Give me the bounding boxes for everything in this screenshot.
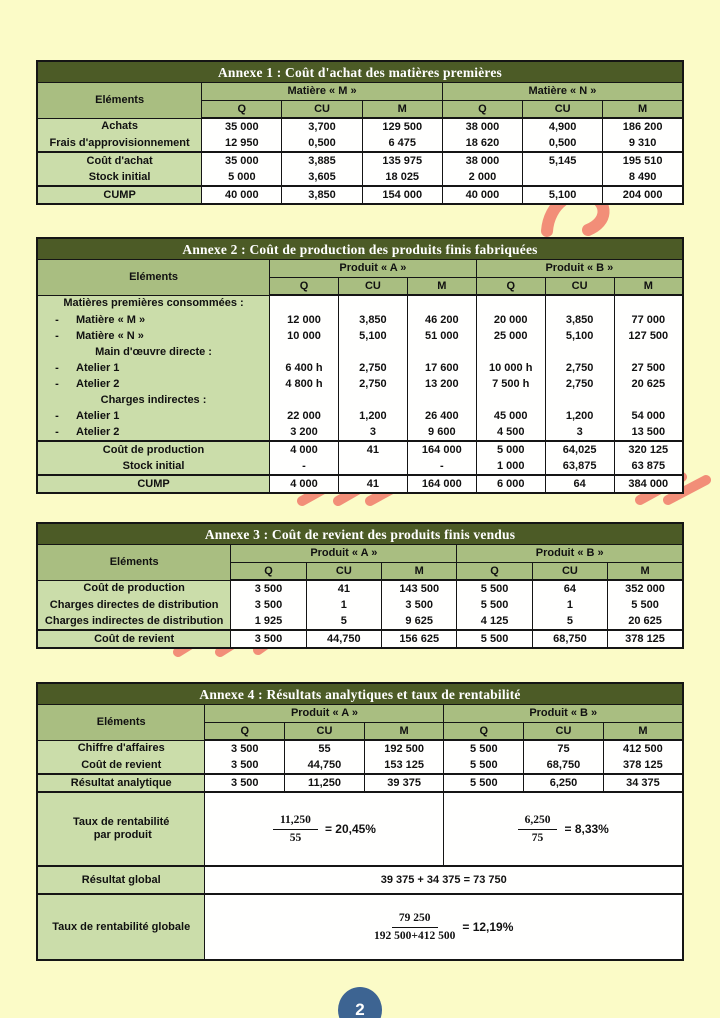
cell: 13 200 [407,376,476,392]
cell: 26 400 [407,408,476,424]
cell: 5 500 [444,774,524,792]
cell: 10 000 [270,328,339,344]
cell: 18 025 [362,169,442,186]
table-row [37,360,683,376]
cell: 195 510 [603,152,683,169]
bullet: - [55,377,59,390]
row-label: Main d'œuvre directe : [37,344,270,360]
cell: 412 500 [603,740,683,757]
fraction-denominator: 55 [289,831,302,844]
cell: 5,100 [338,328,407,344]
row-label [37,328,270,344]
cell: 3 500 [231,597,306,613]
table-title: Annexe 4 : Résultats analytiques et taux de rentabilité [37,683,683,705]
annexe-2-section [36,237,684,494]
table-row [37,408,683,424]
cell: 18 620 [442,135,522,152]
cell: 3,850 [545,312,614,328]
sub-header: Q [231,563,306,581]
column-group-header-row [37,705,683,723]
sub-header: CU [306,563,381,581]
annexe-4-section [36,682,684,961]
cell: 3 500 [205,757,285,774]
row-label-text: Matière « M » [76,313,146,326]
cell: 5 500 [457,580,532,597]
row-label-text: Atelier 1 [76,409,120,422]
sub-header: CU [338,278,407,296]
cell: 5 [306,613,381,630]
cell: 204 000 [603,186,683,204]
row-label-text: par produit [93,829,152,841]
sub-header: M [364,723,444,741]
cell: 154 000 [362,186,442,204]
row-label: CUMP [37,475,270,493]
cell: 6 400 h [270,360,339,376]
cell: 34 375 [603,774,683,792]
fraction-numerator: 79 250 [392,912,438,928]
cell: 44,750 [285,757,365,774]
row-label [37,376,270,392]
cell [614,344,683,360]
cell: 3,605 [282,169,362,186]
row-label: Charges directes de distribution [37,597,231,613]
row-label-text: Atelier 2 [76,425,120,438]
row-label: CUMP [37,186,202,204]
cell: 3,850 [338,312,407,328]
bullet: - [55,329,59,342]
table-row [37,630,683,648]
table-title: Annexe 1 : Coût d'achat des matières premières [37,61,683,83]
cell: 5 500 [608,597,683,613]
cell: 156 625 [382,630,457,648]
table-row [37,458,683,475]
cell: 153 125 [364,757,444,774]
sub-header: Q [457,563,532,581]
table-row [37,186,683,204]
table-row [37,392,683,408]
cell [614,392,683,408]
bullet: - [55,409,59,422]
page-number: 2 [355,1000,365,1018]
cell: 22 000 [270,408,339,424]
annexe-2-table [36,237,684,494]
cell: 63 875 [614,458,683,475]
row-label-text: Taux de rentabilité [73,816,170,828]
table-row [37,376,683,392]
table-row [37,774,683,792]
cell: 1 000 [476,458,545,475]
cell: - [270,458,339,475]
cell: 9 600 [407,424,476,441]
sub-header: M [362,101,442,119]
row-label: Achats [37,118,202,135]
cell: 4 125 [457,613,532,630]
sub-header: CU [282,101,362,119]
cell: 3 500 [205,774,285,792]
group-header: Matière « N » [442,83,683,101]
sub-header: CU [532,563,607,581]
cell: 1,200 [545,408,614,424]
cell: 5 000 [476,441,545,458]
row-label: Matières premières consommées : [37,295,270,312]
table-row [37,894,683,960]
cell: 38 000 [442,118,522,135]
row-label-text: Atelier 2 [76,377,120,390]
sub-header: M [382,563,457,581]
elements-header: Eléments [37,83,202,119]
cell: 2 000 [442,169,522,186]
fraction-denominator: 192 500+412 500 [374,929,456,942]
table-row [37,344,683,360]
cell: 63,875 [545,458,614,475]
cell: 11,250 [285,774,365,792]
row-label: Coût d'achat [37,152,202,169]
row-label: Résultat analytique [37,774,205,792]
group-header: Produit « B » [444,705,683,723]
cell: 8 490 [603,169,683,186]
cell [270,295,339,312]
cell: 5 500 [444,740,524,757]
sub-header: M [608,563,683,581]
cell: 39 375 [364,774,444,792]
cell: 127 500 [614,328,683,344]
sub-header: Q [202,101,282,119]
cell: 68,750 [532,630,607,648]
cell: 20 625 [614,376,683,392]
group-header: Produit « B » [476,260,683,278]
table-row [37,441,683,458]
cell [338,458,407,475]
cell: 4,900 [523,118,603,135]
table-row [37,613,683,630]
cell: 129 500 [362,118,442,135]
sub-header: CU [523,101,603,119]
cell: 5 [532,613,607,630]
table-title-row [37,683,683,705]
cell: 3 500 [231,580,306,597]
row-label: Coût de production [37,441,270,458]
cell: 35 000 [202,152,282,169]
table-row [37,295,683,312]
cell: 3,885 [282,152,362,169]
fraction-result: = 8,33% [564,821,609,836]
cell: 5 500 [457,597,532,613]
cell: 40 000 [442,186,522,204]
table-title-row [37,238,683,260]
cell: 2,750 [338,360,407,376]
cell: 41 [306,580,381,597]
fraction-cell [444,792,683,866]
sub-header: M [603,101,683,119]
cell: 378 125 [603,757,683,774]
row-label [37,792,205,866]
cell: 384 000 [614,475,683,493]
cell: - [407,458,476,475]
cell [545,392,614,408]
annexe-4-table [36,682,684,961]
cell: 1 [532,597,607,613]
fraction-result: = 20,45% [324,821,376,836]
table-row [37,866,683,894]
row-label-text: Atelier 1 [76,361,120,374]
fraction-numerator: 11,250 [273,814,318,830]
bullet: - [55,313,59,326]
row-label [37,360,270,376]
row-label [37,408,270,424]
cell: 9 310 [603,135,683,152]
annexe-3-table [36,522,684,649]
cell: 352 000 [608,580,683,597]
cell: 378 125 [608,630,683,648]
table-row [37,740,683,757]
cell: 2,750 [338,376,407,392]
cell: 64,025 [545,441,614,458]
row-label: Coût de production [37,580,231,597]
table-row [37,135,683,152]
sub-header: M [407,278,476,296]
cell: 5,145 [523,152,603,169]
group-header: Produit « A » [231,545,457,563]
table-row [37,792,683,866]
cell [614,295,683,312]
sub-header: M [603,723,683,741]
cell: 4 000 [270,475,339,493]
cell: 186 200 [603,118,683,135]
row-label [37,312,270,328]
table-row [37,597,683,613]
cell: 4 500 [476,424,545,441]
table-title: Annexe 3 : Coût de revient des produits finis vendus [37,523,683,545]
row-label: Coût de revient [37,757,205,774]
cell [407,344,476,360]
cell [476,295,545,312]
annexe-3-section [36,522,684,649]
sub-header: Q [270,278,339,296]
cell: 5 500 [444,757,524,774]
cell: 5 500 [457,630,532,648]
row-label [37,424,270,441]
row-label: Taux de rentabilité globale [37,894,205,960]
cell: 4 800 h [270,376,339,392]
cell: 41 [338,441,407,458]
sub-header: CU [285,723,365,741]
row-label: Chiffre d'affaires [37,740,205,757]
row-label: Charges indirectes de distribution [37,613,231,630]
cell: 7 500 h [476,376,545,392]
row-label: Frais d'approvisionnement [37,135,202,152]
cell: 5 000 [202,169,282,186]
cell: 3 500 [382,597,457,613]
table-row [37,475,683,493]
cell: 77 000 [614,312,683,328]
elements-header: Eléments [37,260,270,296]
fraction-cell [205,894,683,960]
cell: 320 125 [614,441,683,458]
fraction-numerator: 6,250 [518,814,558,830]
fraction-denominator: 75 [531,831,544,844]
cell [476,344,545,360]
table-row [37,580,683,597]
cell: 3 [338,424,407,441]
cell: 46 200 [407,312,476,328]
table-row [37,757,683,774]
sub-header: Q [442,101,522,119]
table-row [37,118,683,135]
cell [407,392,476,408]
cell: 51 000 [407,328,476,344]
sub-header: CU [524,723,604,741]
cell: 3 500 [231,630,306,648]
cell: 55 [285,740,365,757]
cell: 25 000 [476,328,545,344]
cell: 6 475 [362,135,442,152]
bullet: - [55,361,59,374]
cell: 20 000 [476,312,545,328]
table-row [37,312,683,328]
row-label: Stock initial [37,458,270,475]
column-group-header-row [37,545,683,563]
cell: 164 000 [407,441,476,458]
sub-header: CU [545,278,614,296]
cell: 41 [338,475,407,493]
cell [407,295,476,312]
cell [270,344,339,360]
table-row [37,328,683,344]
cell: 1 [306,597,381,613]
cell: 64 [545,475,614,493]
cell: 3 200 [270,424,339,441]
cell: 143 500 [382,580,457,597]
sub-header: Q [444,723,524,741]
row-label: Coût de revient [37,630,231,648]
cell: 5,100 [545,328,614,344]
table-title-row [37,61,683,83]
annexe-1-table [36,60,684,205]
cell: 3,700 [282,118,362,135]
cell: 45 000 [476,408,545,424]
row-label: Charges indirectes : [37,392,270,408]
column-group-header-row [37,260,683,278]
cell: 27 500 [614,360,683,376]
cell: 75 [524,740,604,757]
cell: 2,750 [545,360,614,376]
cell: 164 000 [407,475,476,493]
cell: 44,750 [306,630,381,648]
row-label: Stock initial [37,169,202,186]
elements-header: Eléments [37,705,205,741]
row-label-text: Matière « N » [76,329,144,342]
fraction [446,814,680,845]
table-title-row [37,523,683,545]
fraction-cell [205,792,444,866]
cell: 5,100 [523,186,603,204]
cell [523,169,603,186]
group-header: Produit « A » [205,705,444,723]
cell: 3 500 [205,740,285,757]
fraction [207,814,441,845]
cell: 35 000 [202,118,282,135]
cell [545,295,614,312]
cell: 20 625 [608,613,683,630]
cell: 192 500 [364,740,444,757]
cell: 6 000 [476,475,545,493]
cell [476,392,545,408]
sub-header: M [614,278,683,296]
table-row [37,169,683,186]
cell: 3 [545,424,614,441]
sub-header: Q [476,278,545,296]
cell: 68,750 [524,757,604,774]
cell: 1 925 [231,613,306,630]
cell: 135 975 [362,152,442,169]
cell [338,295,407,312]
cell: 12 000 [270,312,339,328]
cell [338,344,407,360]
annexe-1-section [36,60,684,205]
cell: 54 000 [614,408,683,424]
cell: 13 500 [614,424,683,441]
fraction-result: = 12,19% [462,919,514,934]
cell: 3,850 [282,186,362,204]
cell: 10 000 h [476,360,545,376]
cell [545,344,614,360]
cell: 1,200 [338,408,407,424]
table-row [37,152,683,169]
cell: 6,250 [524,774,604,792]
formula-cell: 39 375 + 34 375 = 73 750 [205,866,683,894]
cell: 40 000 [202,186,282,204]
cell: 12 950 [202,135,282,152]
table-title: Annexe 2 : Coût de production des produits finis fabriquées [37,238,683,260]
cell: 4 000 [270,441,339,458]
group-header: Produit « A » [270,260,477,278]
table-row [37,424,683,441]
bullet: - [55,425,59,438]
cell: 9 625 [382,613,457,630]
fraction [207,912,680,943]
elements-header: Eléments [37,545,231,581]
cell [270,392,339,408]
cell: 0,500 [282,135,362,152]
cell: 17 600 [407,360,476,376]
cell: 2,750 [545,376,614,392]
group-header: Matière « M » [202,83,443,101]
cell: 64 [532,580,607,597]
sub-header: Q [205,723,285,741]
row-label: Résultat global [37,866,205,894]
cell: 38 000 [442,152,522,169]
column-group-header-row [37,83,683,101]
cell: 0,500 [523,135,603,152]
group-header: Produit « B » [457,545,683,563]
cell [338,392,407,408]
page-number-badge [338,987,382,1018]
